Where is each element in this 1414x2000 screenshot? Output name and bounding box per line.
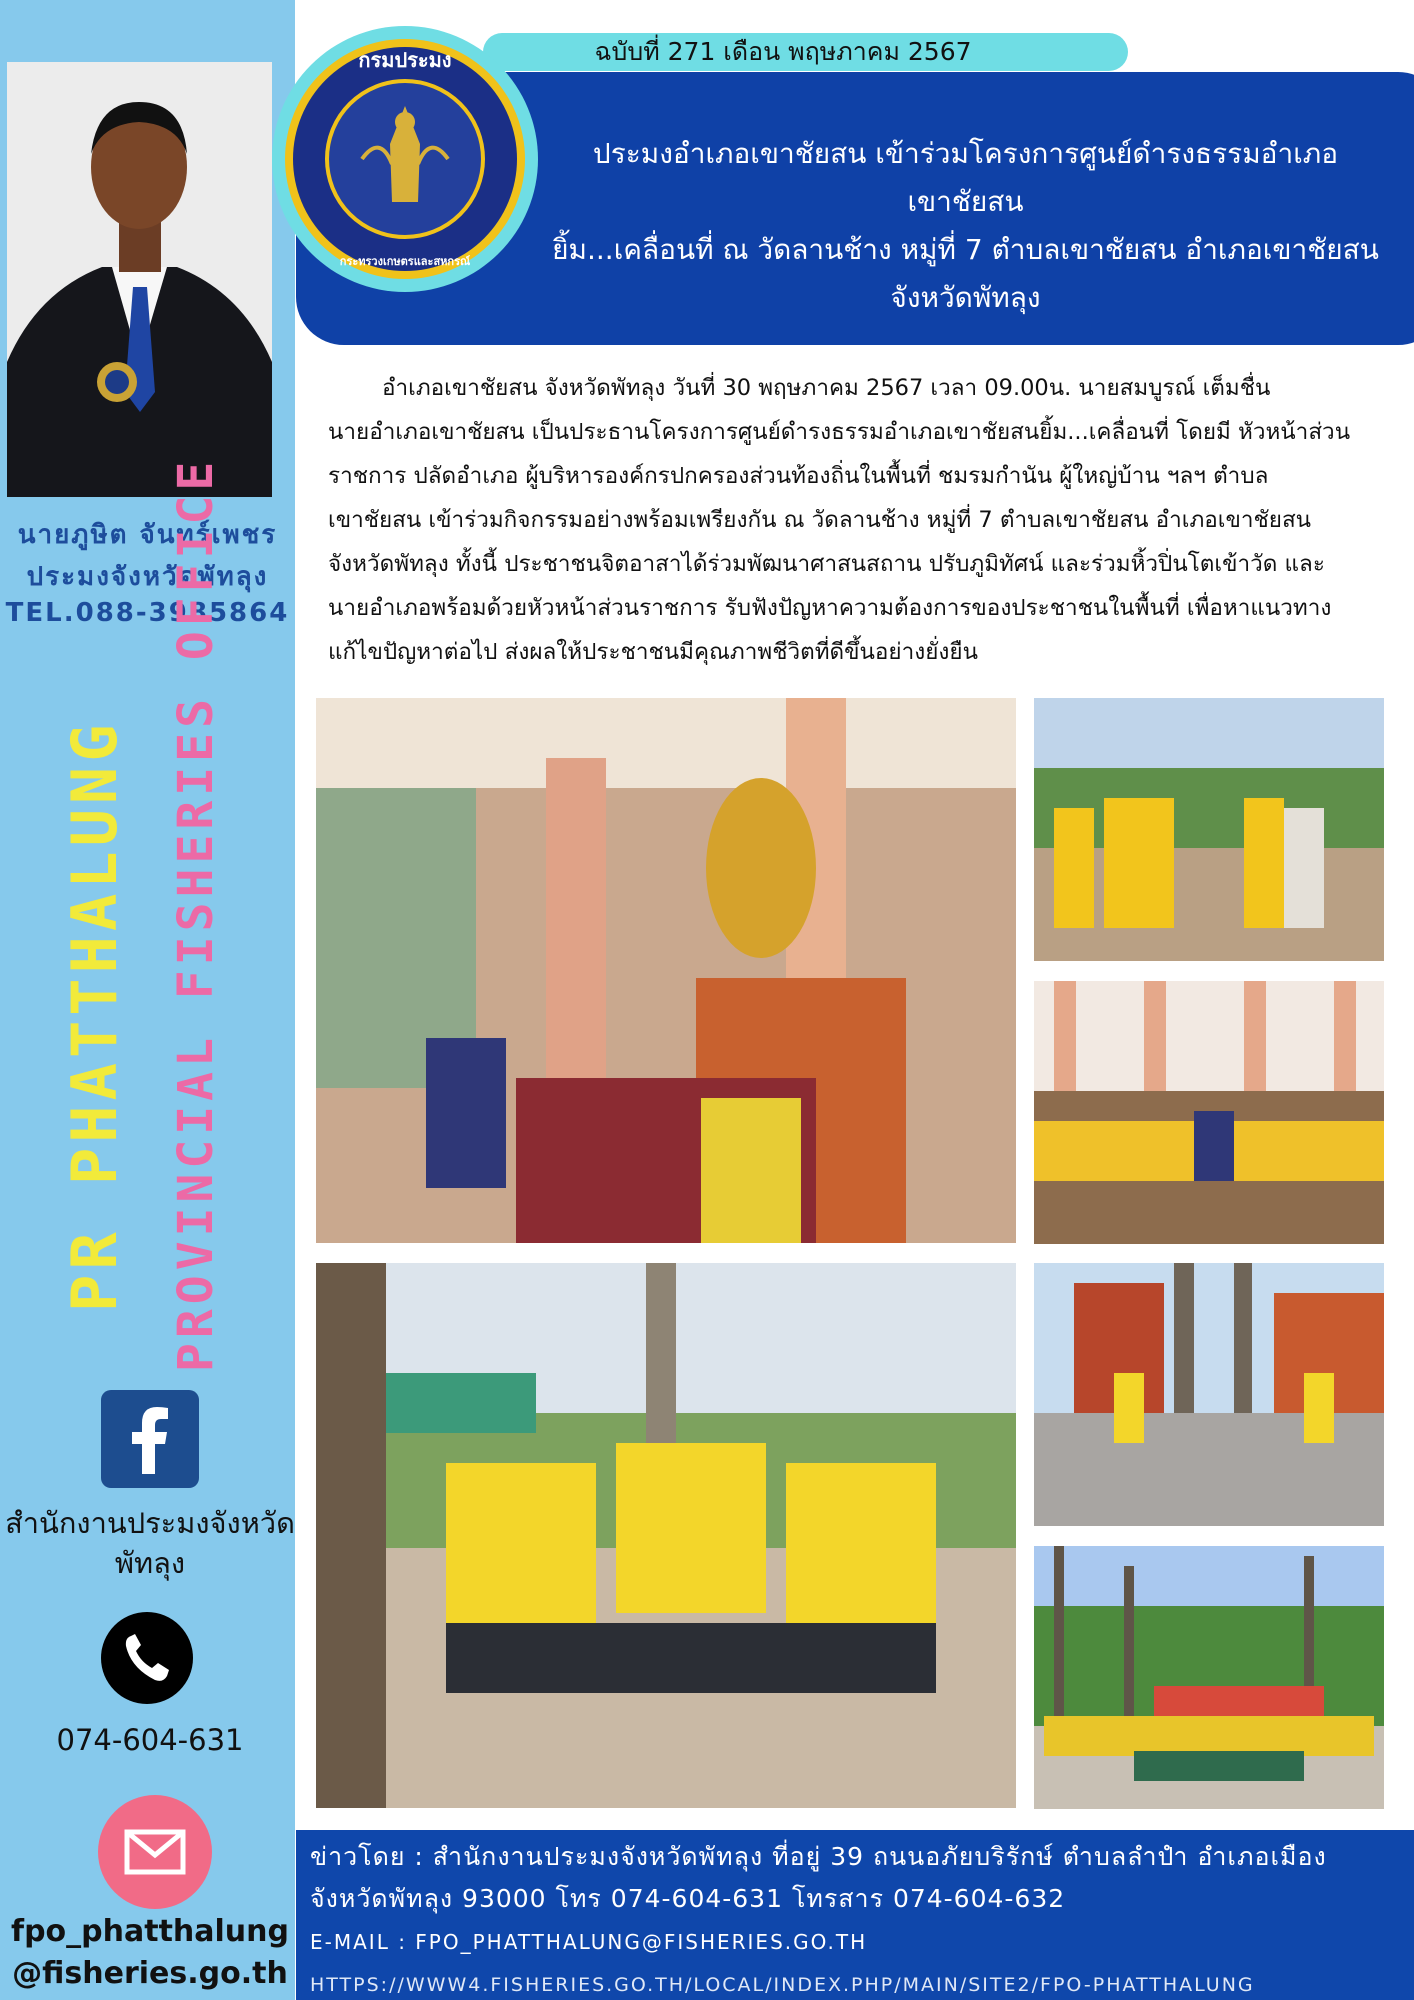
department-logo xyxy=(270,24,540,294)
headline-line1: ประมงอำเภอเขาชัยสน เข้าร่วมโครงการศูนย์ดำรงธรรมอำเภอเขาชัยสน xyxy=(592,137,1339,218)
article-body xyxy=(328,366,1364,674)
article-line: จังหวัดพัทลุง ทั้งนี้ ประชาชนจิตอาสาได้ร่วมพัฒนาศาสนสถาน ปรับภูมิทัศน์ และร่วมหิ้วปิ่นโตเข้าวัด และ xyxy=(328,551,1325,577)
article-line: ราชการ ปลัดอำเภอ ผู้บริหารองค์กรปกครองส่วนท้องถิ่นในพื้นที่ ชมรมกำนัน ผู้ใหญ่บ้าน ฯลฯ ตำบล xyxy=(328,463,1269,489)
footer-line1: ข่าวโดย : สำนักงานประมงจังหวัดพัทลุง ที่อยู่ 39 ถนนอภัยบริรักษ์ ตำบลลำปำ อำเภอเมือง xyxy=(310,1842,1327,1871)
article-line: นายอำเภอพร้อมด้วยหัวหน้าส่วนราชการ รับฟังปัญหาความต้องการของประชาชนในพื้นที่ เพื่อหาแนวทาง xyxy=(328,595,1332,621)
issue-label: ฉบับที่ 271 เดือน พฤษภาคม 2567 xyxy=(594,37,972,66)
footer-address xyxy=(310,1836,1410,1920)
sidebar xyxy=(0,0,295,2000)
headline-line3: จังหวัดพัทลุง xyxy=(890,281,1041,314)
logo-text-bottom: กระทรวงเกษตรและสหกรณ์ xyxy=(339,255,471,268)
article-line: แก้ไขปัญหาต่อไป ส่งผลให้ประชาชนมีคุณภาพชีวิตที่ดีขึ้นอย่างยั่งยืน xyxy=(328,639,978,665)
headline-line2: ยิ้ม...เคลื่อนที่ ณ วัดลานช้าง หมู่ที่ 7 ตำบลเขาชัยสน อำเภอเขาชัยสน xyxy=(552,233,1379,266)
headline-title xyxy=(548,130,1383,322)
footer-url[interactable]: HTTPS://WWW4.FISHERIES.GO.TH/LOCAL/INDEX.PHP/MAIN/SITE2/FPO-PHATTHALUNG xyxy=(310,1974,1255,1996)
email-line2: @fisheries.go.th xyxy=(12,1956,288,1991)
article-line: เขาชัยสน เข้าร่วมกิจกรรมอย่างพร้อมเพรียงกัน ณ วัดลานช้าง หมู่ที่ 7 ตำบลเขาชัยสน อำเภอเขาชัยสน xyxy=(328,507,1312,533)
footer-line2: จังหวัดพัทลุง 93000 โทร 074-604-631 โทรสาร 074-604-632 xyxy=(310,1884,1066,1913)
officer-position: ประมงจังหวัดพัทลุง xyxy=(26,562,269,592)
footer-email[interactable]: E-MAIL : FPO_PHATTHALUNG@FISHERIES.GO.TH xyxy=(310,1930,868,1954)
officer-portrait xyxy=(7,62,272,497)
facebook-page-name[interactable] xyxy=(0,1503,300,1583)
photo-volunteers-planting xyxy=(1034,698,1384,961)
officer-name: นายภูษิต จันทร์เพชร xyxy=(17,520,278,550)
vertical-subtitle: PROVINCIAL FISHERIES OFFICE xyxy=(168,456,224,1372)
facebook-icon[interactable] xyxy=(101,1390,199,1488)
logo-text-top: กรมประมง xyxy=(358,48,452,72)
facebook-name-line2: พัทลุง xyxy=(114,1546,186,1580)
article-line: นายอำเภอเขาชัยสน เป็นประธานโครงการศูนย์ดำรงธรรมอำเภอเขาชัยสนยิ้ม...เคลื่อนที่ โดยมี หัวหน้าส่วน xyxy=(328,419,1351,445)
photo-meeting-hall xyxy=(1034,981,1384,1244)
photo-temple-worship xyxy=(316,698,1016,1243)
phone-number[interactable]: 074-604-631 xyxy=(56,1723,244,1757)
photo-temple-grounds xyxy=(1034,1263,1384,1526)
mail-icon[interactable] xyxy=(98,1795,212,1909)
officer-tel: TEL.088-3985864 xyxy=(5,598,290,628)
phone-icon[interactable] xyxy=(101,1612,193,1704)
facebook-name-line1: สำนักงานประมงจังหวัด xyxy=(5,1506,295,1540)
email-address[interactable] xyxy=(0,1911,300,1995)
photo-tree-planting xyxy=(316,1263,1016,1808)
email-line1: fpo_phatthalung xyxy=(11,1914,289,1949)
footer-contact xyxy=(296,1830,1414,2000)
photo-group-portrait xyxy=(1034,1546,1384,1809)
vertical-title: PR PHATTHALUNG xyxy=(58,719,131,1312)
article-line: อำเภอเขาชัยสน จังหวัดพัทลุง วันที่ 30 พฤษภาคม 2567 เวลา 09.00น. นายสมบูรณ์ เต็มชื่น xyxy=(382,375,1271,401)
